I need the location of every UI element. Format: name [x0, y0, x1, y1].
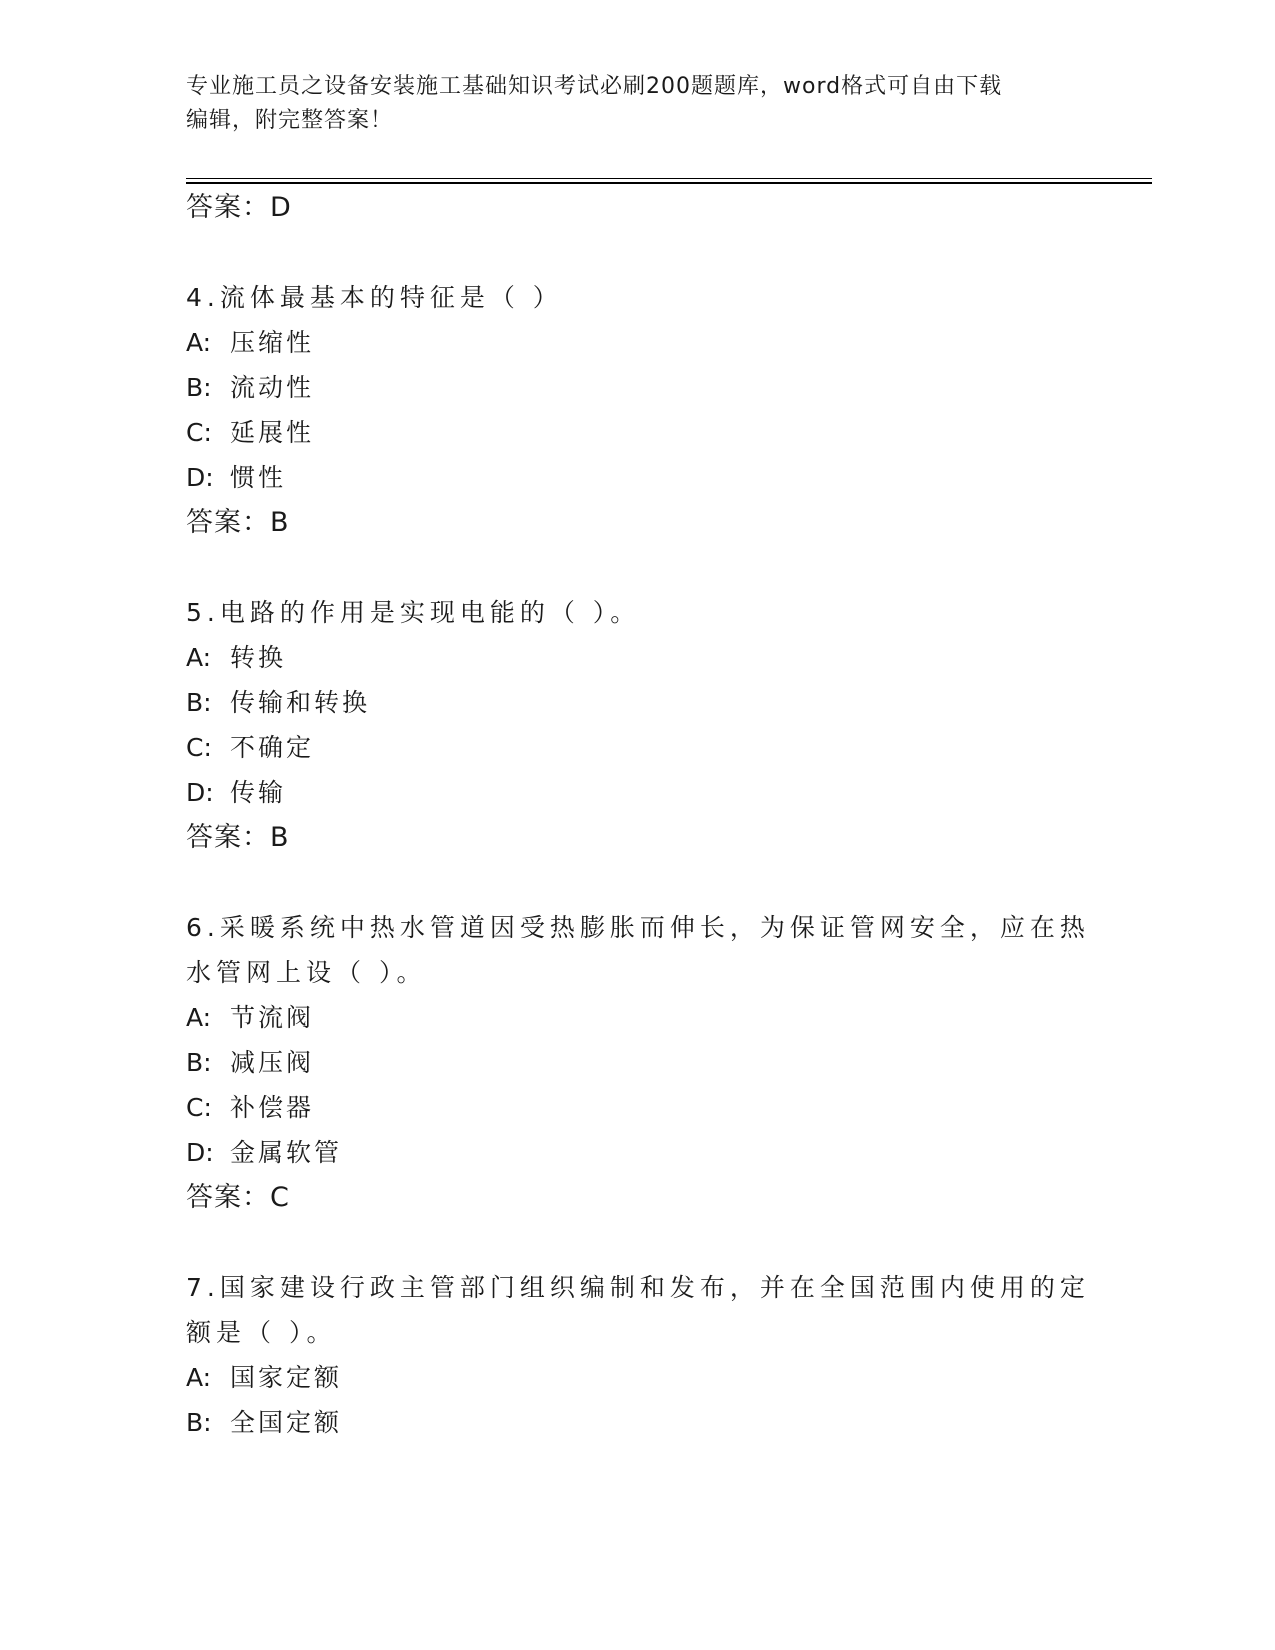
- option-text: 传输: [230, 778, 287, 807]
- header-line-2: 编辑，附完整答案！: [186, 108, 394, 133]
- option-label: A:: [186, 1003, 212, 1032]
- question-5-option-c: [186, 730, 314, 766]
- option-text: 延展性: [230, 418, 315, 447]
- option-text: 压缩性: [230, 328, 315, 357]
- option-text: 传输和转换: [230, 688, 371, 717]
- option-label: A:: [186, 1363, 212, 1392]
- option-text: 国家定额: [230, 1363, 343, 1392]
- question-5-option-a: [186, 640, 286, 676]
- question-6-option-c: [186, 1090, 314, 1126]
- question-4-option-c: [186, 415, 314, 451]
- question-7-stem-line-2: 额是（ ）。: [186, 1318, 337, 1347]
- question-4-option-a: [186, 325, 314, 361]
- question-4-stem: 4.流体最基本的特征是（ ）: [186, 283, 563, 312]
- option-label: D:: [186, 1138, 214, 1167]
- option-text: 全国定额: [230, 1408, 343, 1437]
- question-4-option-b: [186, 370, 314, 406]
- option-label: C:: [186, 1093, 212, 1122]
- question-5-option-b: [186, 685, 370, 721]
- option-label: C:: [186, 733, 212, 762]
- question-4-answer: 答案：B: [186, 507, 290, 538]
- option-text: 转换: [230, 643, 287, 672]
- question-5-stem: 5.电路的作用是实现电能的（ ）。: [186, 598, 641, 627]
- option-text: 不确定: [230, 733, 315, 762]
- option-label: B:: [186, 373, 212, 402]
- previous-answer: 答案：D: [186, 192, 292, 223]
- option-label: C:: [186, 418, 212, 447]
- option-text: 流动性: [230, 373, 315, 402]
- option-label: D:: [186, 463, 214, 492]
- option-text: 补偿器: [230, 1093, 315, 1122]
- question-6-stem-line-2: 水管网上设（ ）。: [186, 958, 427, 987]
- option-label: A:: [186, 328, 212, 357]
- question-5-option-d: [186, 775, 286, 811]
- option-text: 金属软管: [230, 1138, 343, 1167]
- header-divider-bottom: [186, 182, 1152, 184]
- question-7-option-b: [186, 1405, 342, 1441]
- option-label: B:: [186, 1048, 212, 1077]
- question-7-stem-line-1: 7.国家建设行政主管部门组织编制和发布，并在全国范围内使用的定: [186, 1273, 1090, 1302]
- option-text: 惯性: [230, 463, 287, 492]
- question-6-answer: 答案：C: [186, 1182, 290, 1213]
- question-6-stem-line-1: 6.采暖系统中热水管道因受热膨胀而伸长，为保证管网安全，应在热: [186, 913, 1090, 942]
- question-6-option-a: [186, 1000, 314, 1036]
- header-divider-top: [186, 178, 1152, 179]
- option-label: B:: [186, 688, 212, 717]
- question-6-option-b: [186, 1045, 314, 1081]
- document-header: [186, 70, 1066, 138]
- header-line-1: 专业施工员之设备安装施工基础知识考试必刷200题题库，word格式可自由下载: [186, 74, 1003, 99]
- option-text: 节流阀: [230, 1003, 315, 1032]
- option-text: 减压阀: [230, 1048, 315, 1077]
- option-label: D:: [186, 778, 214, 807]
- option-label: A:: [186, 643, 212, 672]
- option-label: B:: [186, 1408, 212, 1437]
- question-4-option-d: [186, 460, 286, 496]
- question-5-answer: 答案：B: [186, 822, 290, 853]
- question-7-option-a: [186, 1360, 342, 1396]
- question-6-option-d: [186, 1135, 342, 1171]
